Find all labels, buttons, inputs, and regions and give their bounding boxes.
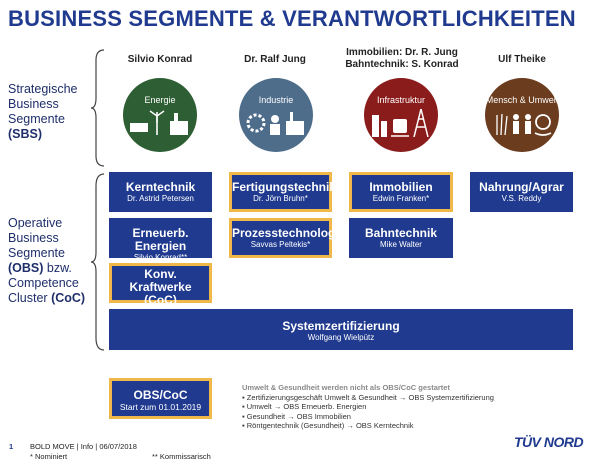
obs-brace <box>90 172 106 352</box>
legend-title: OBS/CoC <box>133 388 188 402</box>
segment-circle-infrastruktur <box>364 78 438 152</box>
segment-circle-industrie <box>239 78 313 152</box>
people-environment-icon <box>492 109 552 137</box>
obs-box-bahntechnik[interactable] <box>349 218 453 258</box>
segment-person-infrastruktur <box>343 47 461 71</box>
obs-box-fertigungstechnik[interactable] <box>229 172 337 212</box>
obs-box-kerntechnik[interactable] <box>109 172 212 212</box>
box-title: Konv. Kraftwerke <box>129 267 192 294</box>
cluster-text: Cluster <box>8 291 52 305</box>
notes-item: ▪ Umwelt → OBS Erneuerb. Energien <box>242 402 367 411</box>
person-line: Immobilien: Dr. R. Jung <box>346 47 458 58</box>
box-subtitle: Savvas Peltekis* <box>250 240 311 249</box>
sbs-line: Strategische <box>8 82 78 96</box>
footnote-kommissarisch: ** Kommissarisch <box>152 452 211 461</box>
obs-box-systemzertifizierung[interactable] <box>109 309 573 350</box>
segment-circle-mensch-umwelt <box>485 78 559 152</box>
segment-person-energie: Silvio Konrad <box>127 54 193 65</box>
notes-item: ▪ Gesundheit → OBS Immobilien <box>242 411 351 421</box>
box-subtitle: V.S. Reddy <box>501 194 542 203</box>
segment-circle-energie <box>123 78 197 152</box>
page-number: 1 <box>9 442 14 451</box>
box-title: Kerntechnik <box>125 180 196 194</box>
notes-list <box>242 393 572 431</box>
competence-line: Competence <box>8 276 79 290</box>
segment-person-industrie: Dr. Ralf Jung <box>244 54 306 65</box>
obs-line: Segmente <box>8 246 65 260</box>
box-subtitle: Wolfgang Wielpütz <box>307 333 375 342</box>
sbs-line: (SBS) <box>8 127 43 141</box>
notes-item: ▪ Zertifizierungsgeschäft Umwelt & Gesundheit → OBS Systemzertifizierung <box>242 392 494 402</box>
segment-label: Mensch & Umwelt <box>485 95 559 105</box>
box-subtitle: Dr. Astrid Petersen <box>127 194 194 203</box>
obs-box-immobilien[interactable] <box>349 172 453 212</box>
box-title: Systemzertifizierung <box>282 319 400 333</box>
box-title: Erneuerb. Energien <box>132 226 189 253</box>
obs-line: Operative <box>8 216 63 230</box>
segment-label: Infrastruktur <box>376 95 425 105</box>
legend-obs-coc <box>109 378 212 419</box>
box-subtitle: Edwin Franken* <box>372 194 430 203</box>
box-subtitle: Mike Walter <box>380 240 422 249</box>
obs-bzw: bzw. <box>43 261 72 275</box>
obs-box-konv-kraftwerke[interactable] <box>109 263 212 307</box>
sbs-brace <box>90 48 106 168</box>
box-title: Fertigungstechnik <box>232 180 337 194</box>
notes-item-text: Gesundheit → OBS Immobilien <box>246 411 351 421</box>
obs-box-prozesstechnologie[interactable] <box>229 218 346 258</box>
obs-line: Business <box>8 231 59 245</box>
coc-bold: (CoC) <box>51 291 86 305</box>
box-subtitle: Silvio Konrad** <box>133 253 188 262</box>
segment-label: Industrie <box>258 95 294 105</box>
tuv-nord-logo: TÜV NORD <box>514 434 584 450</box>
box-subtitle: Dr. Jörn Bruhn* <box>253 194 308 203</box>
infrastructure-icon <box>371 107 431 137</box>
sbs-line: Business <box>8 97 59 111</box>
footer-info: BOLD MOVE | Info | 06/07/2018 <box>30 442 137 451</box>
box-title-coc: (CoC) <box>144 293 177 307</box>
notes-item-text: Umwelt → OBS Erneuerb. Energien <box>246 402 367 411</box>
obs-box-nahrung-agrar[interactable] <box>470 172 573 212</box>
footnote-nominiert: * Nominiert <box>30 452 68 461</box>
obs-box-erneuerb-energien[interactable] <box>109 218 212 262</box>
industry-icon <box>246 109 306 137</box>
sbs-label <box>8 82 77 142</box>
segment-person-mensch-umwelt: Ulf Theike <box>498 54 546 65</box>
sbs-line: Segmente <box>8 112 65 126</box>
notes-item: ▪ Röntgentechnik (Gesundheit) → OBS Kerntechnik <box>242 421 414 430</box>
notes-heading: Umwelt & Gesundheit werden nicht als OBS/CoC gestartet <box>242 383 450 392</box>
box-title: Nahrung/Agrar <box>479 180 564 194</box>
person-line: Bahntechnik: S. Konrad <box>345 59 459 70</box>
segment-label: Energie <box>144 95 176 105</box>
obs-label <box>8 216 85 306</box>
obs-bold: (OBS) <box>8 261 44 275</box>
box-title: Prozesstechnologie <box>232 226 346 240</box>
page-title: BUSINESS SEGMENTE & VERANTWORTLICHKEITEN <box>8 6 576 31</box>
notes-block <box>242 383 572 431</box>
notes-item-text: Röntgentechnik (Gesundheit) → OBS Kerntechnik <box>246 421 414 430</box>
notes-item-text: Zertifizierungsgeschäft Umwelt & Gesundheit → OBS Systemzertifizierung <box>246 392 494 402</box>
energy-icon <box>130 109 190 137</box>
legend-subtitle: Start zum 01.01.2019 <box>119 402 202 412</box>
box-title: Immobilien <box>369 180 433 194</box>
box-title: Bahntechnik <box>364 226 437 240</box>
